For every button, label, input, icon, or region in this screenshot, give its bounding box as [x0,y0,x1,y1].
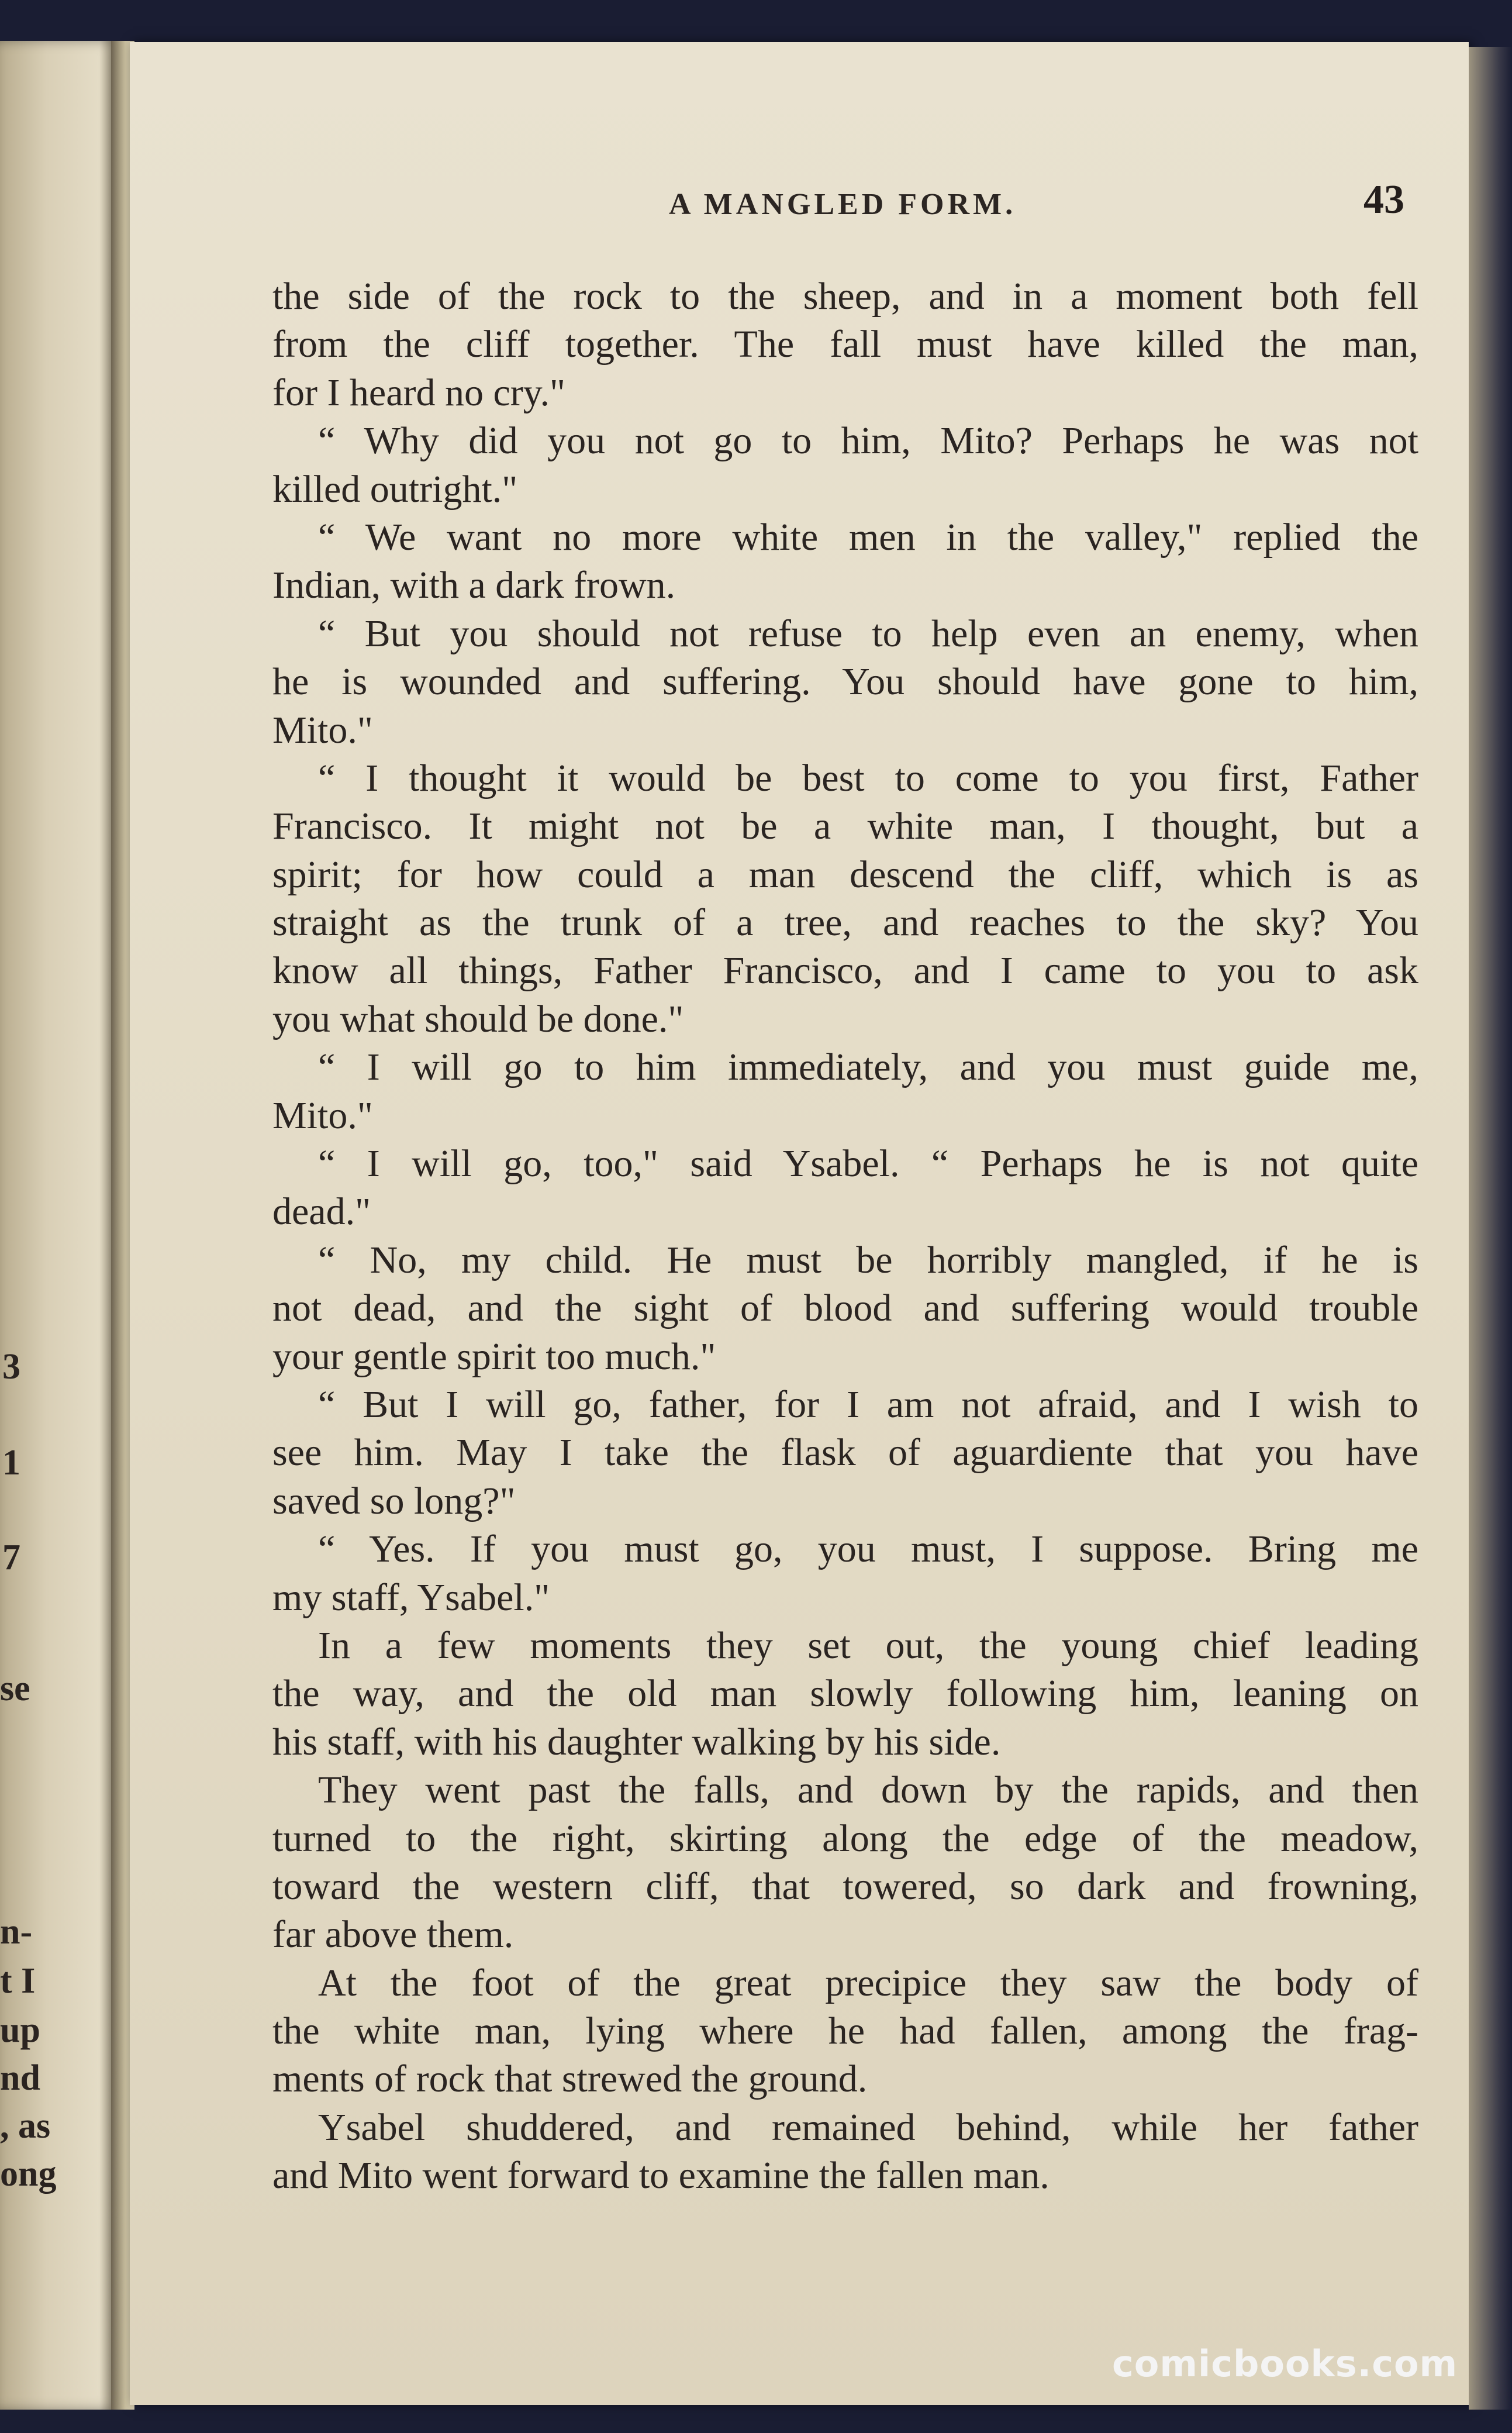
text-line: your gentle spirit too much." [272,1335,716,1378]
text-line: killed outright." [272,467,518,511]
text-line: saved so long?" [272,1479,516,1522]
text-line: dead." [272,1190,371,1233]
text-line: “ Why did you not go to him, Mito? Perhaps he was not [318,419,1418,463]
book-page [130,42,1469,2405]
facing-page-fragment: n- [0,1912,33,1952]
text-line: far above them. [272,1913,514,1956]
text-line: “ We want no more white men in the valley," replied the [318,515,1418,559]
text-line: see him. May I take the flask of aguardiente that you have [272,1431,1418,1474]
text-line: “ I thought it would be best to come to you first, Father [318,756,1418,799]
text-line: my staff, Ysabel." [272,1576,550,1619]
text-line: ments of rock that strewed the ground. [272,2058,868,2101]
text-line: “ But you should not refuse to help even an enemy, when [318,612,1418,655]
text-line: Francisco. It might not be a white man, I thought, but a [272,805,1418,848]
facing-page-fragment: 3 [2,1347,20,1387]
text-line: toward the western cliff, that towered, so dark and frowning, [272,1865,1418,1908]
watermark: comicbooks.com [1112,2342,1458,2385]
text-line: “ No, my child. He must be horribly mangled, if he is [318,1238,1418,1281]
text-line: turned to the right, skirting along the edge of the meadow, [272,1817,1418,1860]
text-line: “ Yes. If you must go, you must, I suppose. Bring me [318,1528,1418,1571]
facing-page-fragment: up [0,2010,40,2050]
text-line: not dead, and the sight of blood and suffering would trouble [272,1287,1418,1330]
page-number: 43 [1363,177,1404,222]
text-line: for I heard no cry." [272,371,565,414]
facing-page-fragment: ong [0,2154,57,2194]
text-line: In a few moments they set out, the young chief leading [318,1624,1418,1667]
text-line: the white man, lying where he had fallen, among the frag- [272,2010,1418,2053]
facing-page-edge [0,41,117,2410]
facing-page-fragment: 7 [2,1538,20,1577]
facing-page-fragment: 1 [2,1443,20,1483]
text-line: he is wounded and suffering. You should have gone to him, [272,660,1418,704]
body-text [272,273,1418,2200]
facing-page-fragment: nd [0,2058,40,2098]
text-line: spirit; for how could a man descend the cliff, which is as [272,853,1418,896]
text-line: straight as the trunk of a tree, and reaches to the sky? You [272,901,1418,945]
text-line: his staff, with his daughter walking by his side. [272,1720,1001,1763]
text-line: the side of the rock to the sheep, and in a moment both fell [272,275,1418,318]
text-line: Indian, with a dark frown. [272,564,676,607]
facing-page-fragment: se [0,1669,30,1708]
text-line: Ysabel shuddered, and remained behind, while her father [318,2105,1418,2149]
text-line: the way, and the old man slowly following him, leaning on [272,1672,1418,1715]
text-line: from the cliff together. The fall must have killed the man, [272,323,1418,366]
running-head: A MANGLED FORM. [669,188,1017,221]
page-edge-shadow [1469,47,1512,2410]
text-line: “ I will go, too," said Ysabel. “ Perhaps he is not quite [318,1142,1418,1186]
text-line: Mito." [272,708,373,752]
text-line: and Mito went forward to examine the fallen man. [272,2154,1050,2197]
text-line: They went past the falls, and down by the rapids, and then [318,1769,1418,1812]
facing-page-fragment: t I [0,1961,36,2001]
text-line: know all things, Father Francisco, and I came to you to ask [272,949,1418,993]
text-line: “ But I will go, father, for I am not afraid, and I wish to [318,1383,1418,1426]
text-line: At the foot of the great precipice they saw the body of [318,1961,1418,2004]
facing-page-fragment: , as [0,2106,51,2146]
text-line: you what should be done." [272,997,684,1040]
text-line: “ I will go to him immediately, and you must guide me, [318,1046,1418,1089]
text-line: Mito." [272,1094,373,1137]
